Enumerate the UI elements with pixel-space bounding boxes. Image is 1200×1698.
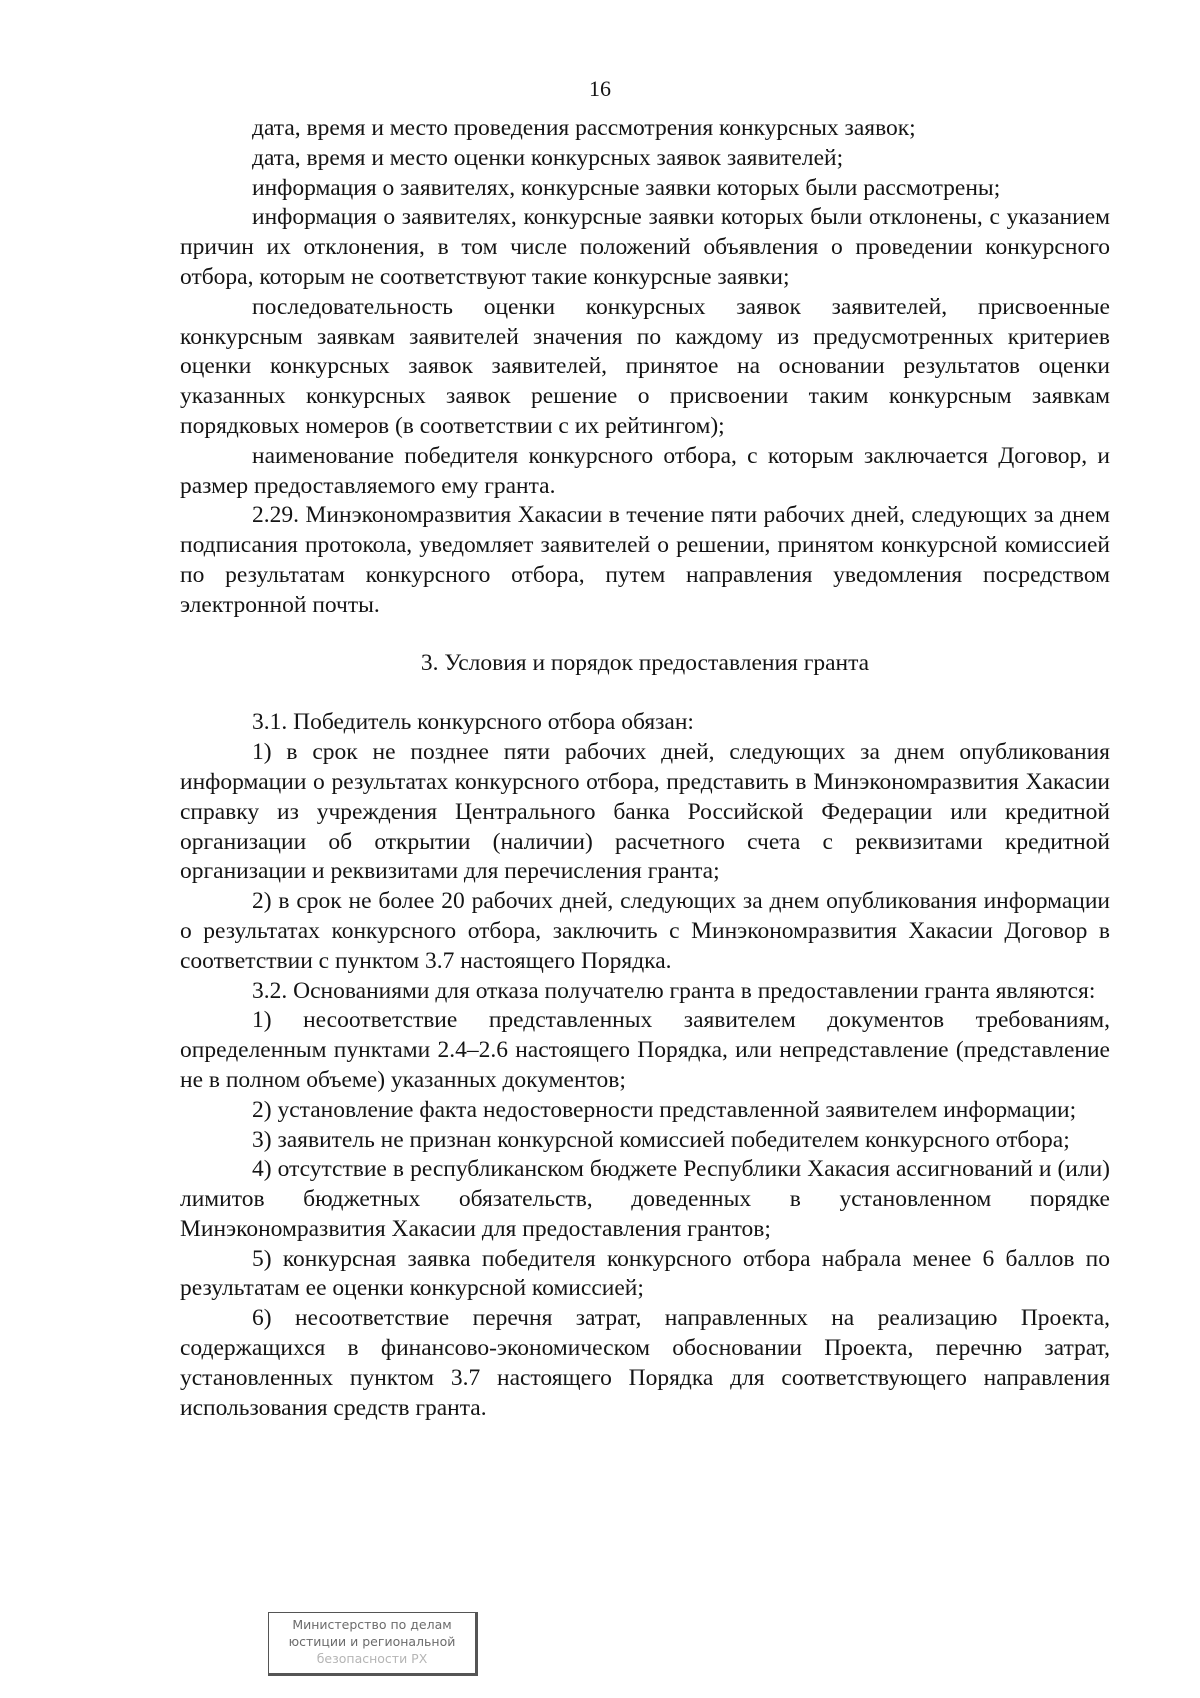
paragraph: 5) конкурсная заявка победителя конкурсного отбора набрала менее 6 баллов по результатам ее оценки конкурсной комиссией; <box>180 1245 1110 1302</box>
paragraph: 2) установление факта недостоверности представленной заявителем информации; <box>252 1096 1077 1123</box>
paragraph: 3.1. Победитель конкурсного отбора обязан: <box>252 709 694 736</box>
paragraph: 6) несоответствие перечня затрат, направленных на реализацию Проекта, содержащихся в финансово-экономическом обосновании Проекта, перечню затрат, установленных пунктом 3.7 настоящего Порядка для соответствующего направления использования средств гранта. <box>180 1305 1110 1421</box>
paragraph: 2.29. Минэкономразвития Хакасии в течение пяти рабочих дней, следующих за днем подписания протокола, уведомляет заявителей о решении, принятом конкурсной комиссией по результатам конкурсного отбора, путем направления уведомления посредством электронной почты. <box>180 502 1110 618</box>
paragraph: 1) несоответствие представленных заявителем документов требованиям, определенным пунктами 2.4–2.6 настоящего Порядка, или непредставление (представление не в полном объеме) указанных документов; <box>180 1007 1110 1093</box>
paragraph: информация о заявителях, конкурсные заявки которых были отклонены, с указанием причин их отклонения, в том числе положений объявления о проведении конкурсного отбора, которым не соответствуют такие конкурсные заявки; <box>180 204 1110 290</box>
document-body <box>180 114 1110 1423</box>
paragraph: 3) заявитель не признан конкурсной комиссией победителем конкурсного отбора; <box>252 1126 1070 1153</box>
paragraph: последовательность оценки конкурсных заявок заявителей, присвоенные конкурсным заявкам заявителей значения по каждому из предусмотренных критериев оценки конкурсных заявок заявителей, принятое на основании результатов оценки указанных конкурсных заявок решение о присвоении таким конкурсным заявкам порядковых номеров (в соответствии с их рейтингом); <box>180 293 1110 439</box>
stamp-line: безопасности РХ <box>316 1651 428 1666</box>
paragraph: 3.2. Основаниями для отказа получателю гранта в предоставлении гранта являются: <box>252 977 1096 1004</box>
paragraph: 1) в срок не позднее пяти рабочих дней, следующих за днем опубликования информации о результатах конкурсного отбора, представить в Минэкономразвития Хакасии справку из учреждения Центрального банка Российской Федерации или кредитной организации об открытии (наличии) расчетного счета с реквизитами кредитной организации и реквизитами для перечисления гранта; <box>180 739 1110 885</box>
paragraph: 4) отсутствие в республиканском бюджете Республики Хакасия ассигнований и (или) лимитов бюджетных обязательств, доведенных в установленном порядке Минэкономразвития Хакасии для предоставления грантов; <box>180 1156 1110 1242</box>
section-heading: 3. Условия и порядок предоставления гранта <box>420 649 870 676</box>
page-number: 16 <box>589 76 611 101</box>
paragraph: дата, время и место оценки конкурсных заявок заявителей; <box>252 144 844 171</box>
stamp-line: юстиции и региональной <box>288 1634 456 1649</box>
paragraph: 2) в срок не более 20 рабочих дней, следующих за днем опубликования информации о результатах конкурсного отбора, заключить с Минэкономразвития Хакасии Договор в соответствии с пунктом 3.7 настоящего Порядка. <box>180 888 1110 974</box>
registration-stamp <box>268 1612 478 1676</box>
stamp-line: Министерство по делам <box>292 1617 452 1632</box>
paragraph: информация о заявителях, конкурсные заявки которых были рассмотрены; <box>252 174 1001 201</box>
paragraph: дата, время и место проведения рассмотрения конкурсных заявок; <box>252 115 916 141</box>
paragraph: наименование победителя конкурсного отбора, с которым заключается Договор, и размер предоставляемого ему гранта. <box>180 442 1110 499</box>
